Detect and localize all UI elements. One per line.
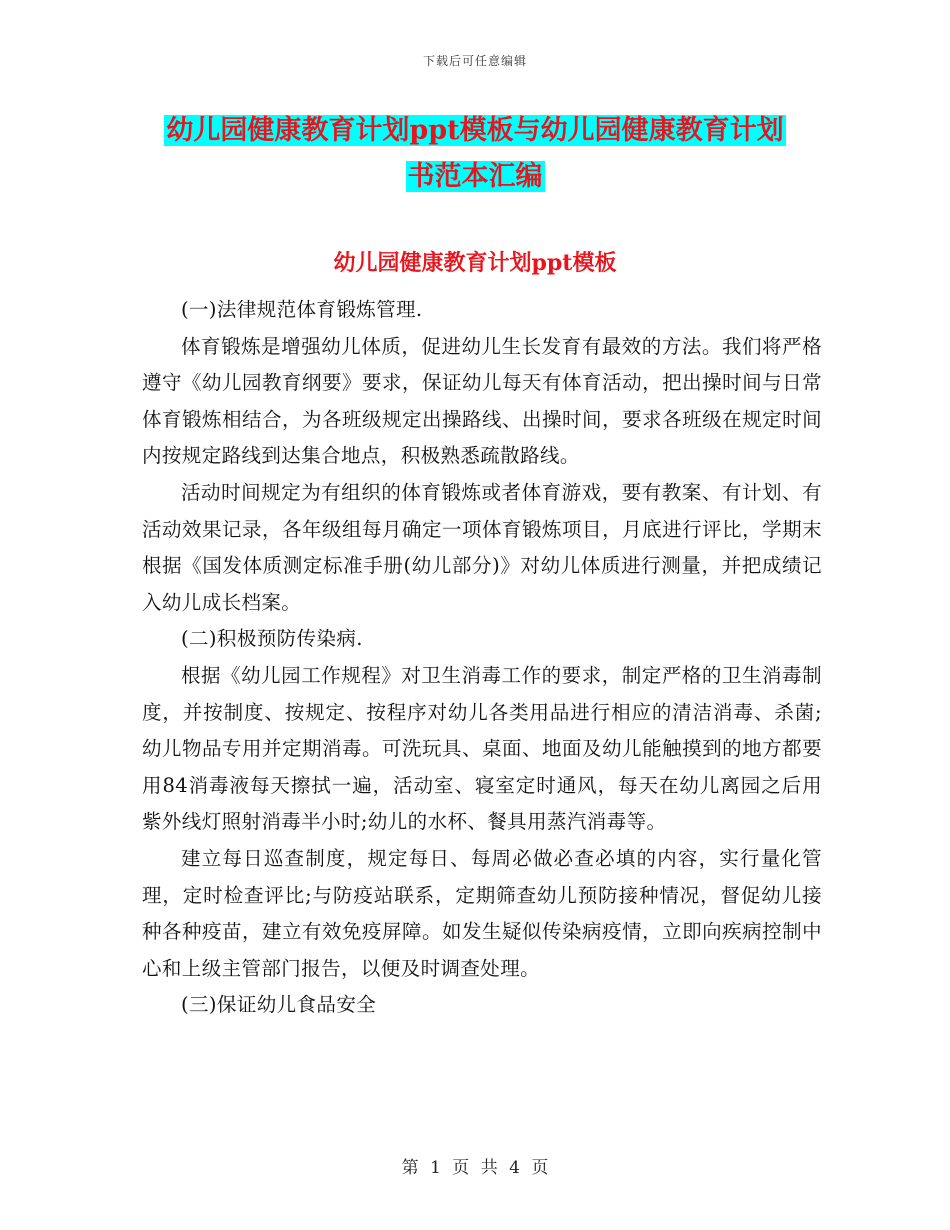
document-body <box>142 292 822 1024</box>
paragraph: 活动时间规定为有组织的体育锻炼或者体育游戏，要有教案、有计划、有活动效果记录，各年级组每月确定一项体育锻炼项目，月底进行评比，学期末根据《国发体质测定标准手册(幼儿部分)》对幼儿体质进行测量，并把成绩记入幼儿成长档案。 <box>142 480 822 614</box>
paragraph: (一)法律规范体育锻炼管理. <box>181 298 423 321</box>
paragraph: 根据《幼儿园工作规程》对卫生消毒工作的要求，制定严格的卫生消毒制度，并按制度、按规定、按程序对幼儿各类用品进行相应的清洁消毒、杀菌;幼儿物品专用并定期消毒。可洗玩具、桌面、地面及幼儿能触摸到的地方都要用84消毒液每天擦拭一遍，活动室、寝室定时通风，每天在幼儿离园之后用紫外线灯照射消毒半小时;幼儿的水杯、餐具用蒸汽消毒等。 <box>142 663 822 834</box>
section-title: 幼儿园健康教育计划ppt模板 <box>333 250 617 276</box>
paragraph: 建立每日巡查制度，规定每日、每周必做必查必填的内容，实行量化管理，定时检查评比;与防疫站联系，定期筛查幼儿预防接种情况，督促幼儿接种各种疫苗，建立有效免疫屏障。如发生疑似传染病疫情，立即向疾病控制中心和上级主管部门报告，以便及时调查处理。 <box>142 846 822 980</box>
header-note: 下载后可任意编辑 <box>422 54 527 68</box>
paragraph: 体育锻炼是增强幼儿体质，促进幼儿生长发育有最效的方法。我们将严格遵守《幼儿园教育纲要》要求，保证幼儿每天有体育活动，把出操时间与日常体育锻炼相结合，为各班级规定出操路线、出操时间，要求各班级在规定时间内按规定路线到达集合地点，积极熟悉疏散路线。 <box>142 334 822 468</box>
document-title-line1: 幼儿园健康教育计划ppt模板与幼儿园健康教育计划 <box>166 115 784 146</box>
page-footer: 第 1 页 共 4 页 <box>401 1158 549 1178</box>
document-title-line2: 书范本汇编 <box>407 161 543 192</box>
document-title <box>0 108 950 200</box>
paragraph: (三)保证幼儿食品安全 <box>181 993 377 1017</box>
paragraph: (二)积极预防传染病. <box>181 627 363 651</box>
